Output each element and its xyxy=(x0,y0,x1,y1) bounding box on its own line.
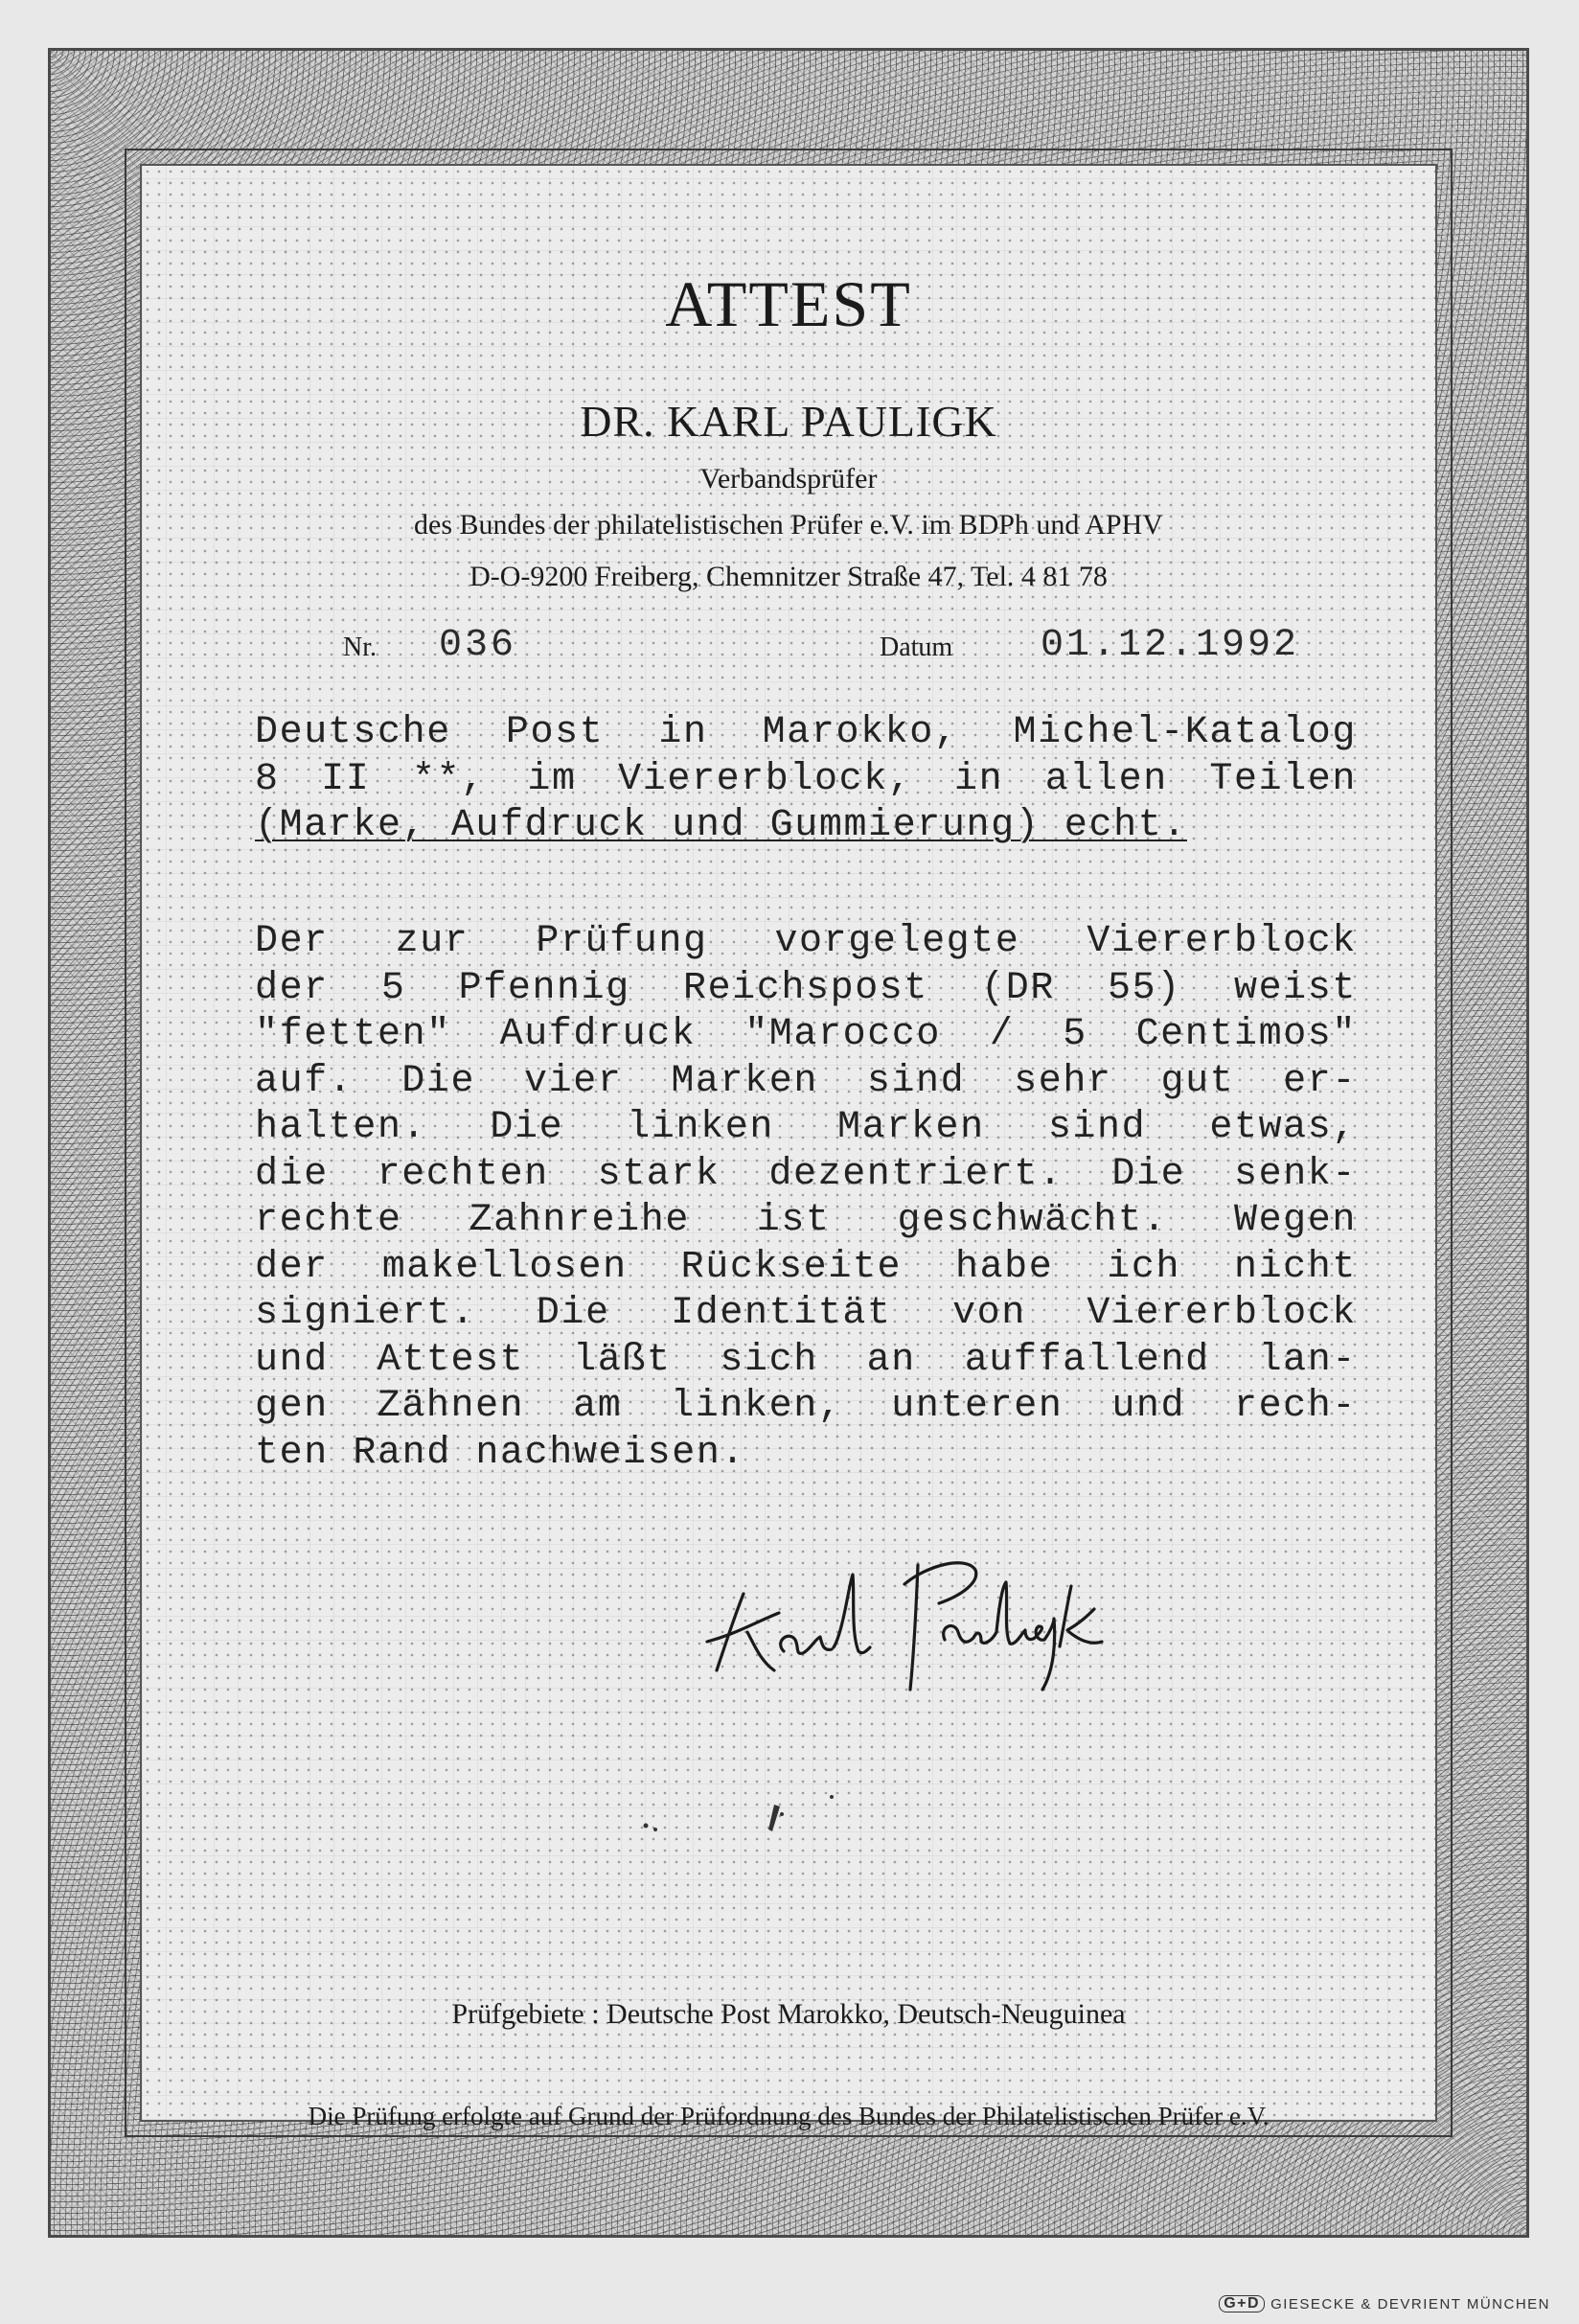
nr-label: Nr. xyxy=(343,633,377,662)
examiner-role: Verbandsprüfer xyxy=(699,463,878,495)
paragraph-line: und Attest läßt sich an auffallend lan- xyxy=(255,1338,1357,1382)
paragraph-line: Der zur Prüfung vorgelegte Viererblock xyxy=(255,920,1357,963)
paragraph-line: signiert. Die Identität von Viererblock xyxy=(255,1292,1357,1335)
examination-areas: Prüfgebiete : Deutsche Post Marokko, Deutsch-Neuguinea xyxy=(451,1998,1126,2030)
paragraph-line: auf. Die vier Marken sind sehr gut er- xyxy=(255,1059,1357,1103)
handwritten-signature xyxy=(688,1527,1129,1699)
paragraph-line: ten Rand nachweisen. xyxy=(255,1431,746,1475)
paragraph-line: Deutsche Post in Marokko, Michel-Katalog xyxy=(255,711,1357,754)
paragraph-line: der makellosen Rückseite habe ich nicht xyxy=(255,1245,1357,1289)
printer-logo-icon: G+D xyxy=(1219,2295,1265,2312)
federation-line: des Bundes der philatelistischen Prüfer e.V. im BDPh und APHV xyxy=(414,509,1163,541)
paragraph-line: die rechten stark dezentriert. Die senk- xyxy=(255,1152,1357,1196)
address-line: D-O-9200 Freiberg, Chemnitzer Straße 47, Tel. 4 81 78 xyxy=(469,561,1108,592)
description-paragraph xyxy=(255,919,1357,1477)
datum-label: Datum xyxy=(880,633,953,662)
printer-imprint xyxy=(1219,2295,1550,2312)
certificate-date: 01.12.1992 xyxy=(1041,624,1300,667)
paragraph-line: halten. Die linken Marken sind etwas, xyxy=(255,1106,1357,1149)
paragraph-line: (Marke, Aufdruck und Gummierung) echt. xyxy=(255,804,1187,847)
paragraph-line: gen Zähnen am linken, unteren und rech- xyxy=(255,1385,1357,1428)
paragraph-line: rechte Zahnreihe ist geschwächt. Wegen xyxy=(255,1199,1357,1242)
paragraph-line: "fetten" Aufdruck "Marocco / 5 Centimos" xyxy=(255,1013,1357,1056)
printer-name: GIESECKE & DEVRIENT MÜNCHEN xyxy=(1270,2295,1550,2312)
stamp-marks xyxy=(640,1785,889,1843)
paragraph-line: der 5 Pfennig Reichspost (DR 55) weist xyxy=(255,966,1357,1010)
regulation-note: Die Prüfung erfolgte auf Grund der Prüfordnung des Bundes der Philatelistischen Prüfer e.V. xyxy=(308,2102,1270,2130)
certificate-content xyxy=(140,164,1437,2130)
paragraph-line: 8 II **, im Viererblock, in allen Teilen xyxy=(255,757,1357,801)
document-title: ATTEST xyxy=(665,267,912,340)
examiner-name: DR. KARL PAULIGK xyxy=(580,397,997,446)
identification-paragraph xyxy=(255,710,1357,850)
certificate-number: 036 xyxy=(439,624,517,667)
